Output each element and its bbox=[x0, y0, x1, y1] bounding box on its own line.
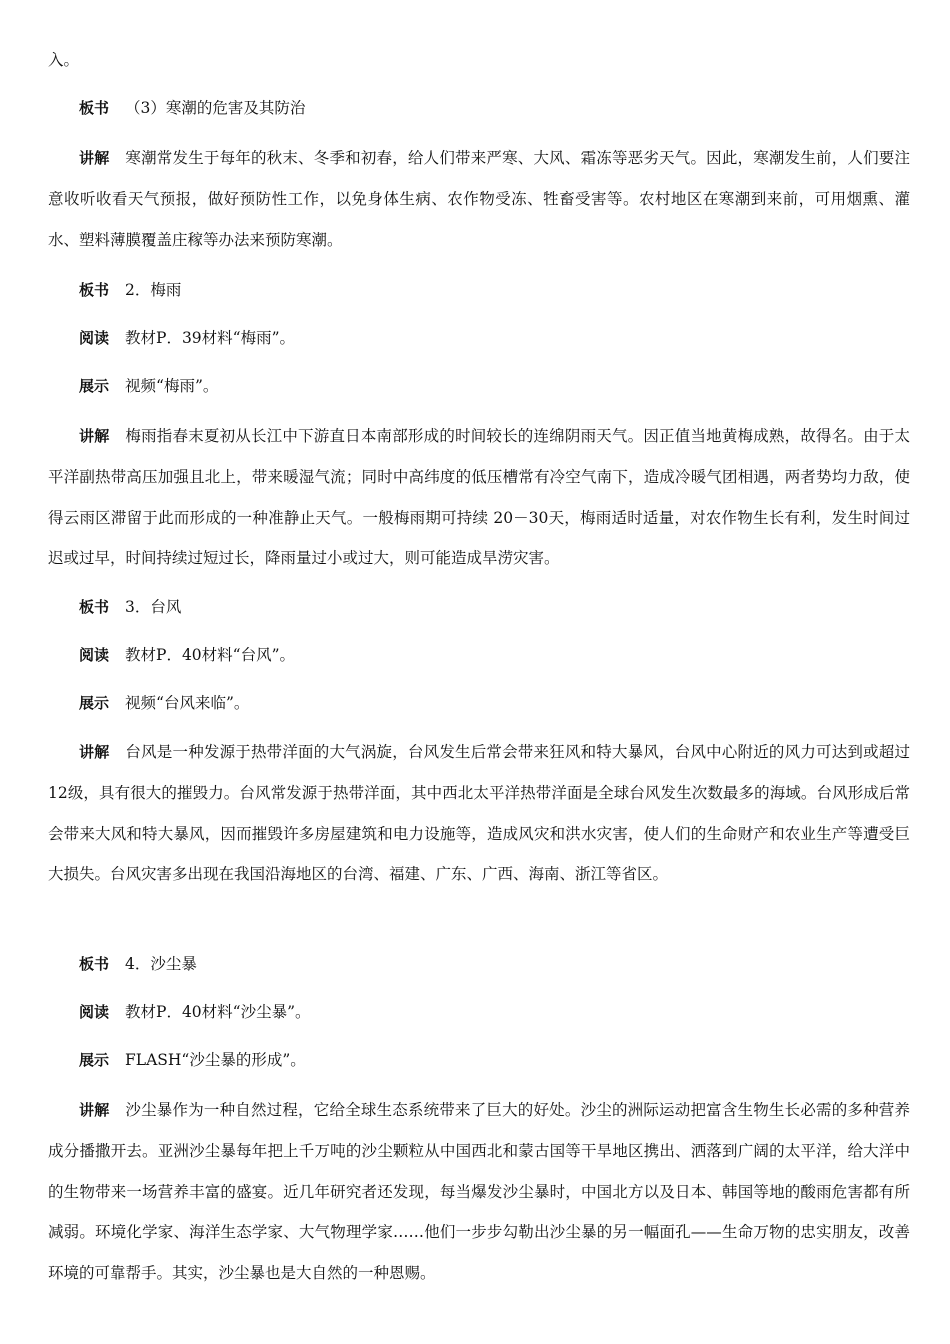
paragraph-label: 展示 bbox=[79, 377, 110, 395]
paragraph-text: FLASH“沙尘暴的形成”。 bbox=[125, 1051, 306, 1069]
paragraph-text: 教材P．39材料“梅雨”。 bbox=[125, 329, 296, 347]
paragraph-explain bbox=[48, 732, 910, 895]
paragraph-explain bbox=[48, 1090, 910, 1294]
paragraph-continuation bbox=[48, 40, 910, 81]
paragraph-label: 展示 bbox=[79, 694, 110, 712]
paragraph-explain bbox=[48, 138, 910, 260]
paragraph-text: 教材P．40材料“沙尘暴”。 bbox=[125, 1003, 311, 1021]
paragraph-label: 讲解 bbox=[79, 1101, 110, 1119]
paragraph-label: 讲解 bbox=[79, 427, 110, 445]
paragraph-label: 讲解 bbox=[79, 149, 110, 167]
paragraph-label: 板书 bbox=[79, 99, 110, 117]
paragraph-text: 寒潮常发生于每年的秋末、冬季和初春，给人们带来严寒、大风、霜冻等恶劣天气。因此，寒潮发生前，人们要注意收听收看天气预报，做好预防性工作，以免身体生病、农作物受冻、牲畜受害等。农村地区在寒潮到来前，可用烟熏、灌水、塑料薄膜覆盖庄稼等办法来预防寒潮。 bbox=[48, 149, 910, 249]
paragraph-reading bbox=[48, 635, 910, 676]
paragraph-label: 阅读 bbox=[79, 1003, 110, 1021]
paragraph-board bbox=[48, 587, 910, 628]
paragraph-board bbox=[48, 944, 910, 985]
paragraph-board bbox=[48, 270, 910, 311]
paragraph-text: 4．沙尘暴 bbox=[125, 955, 197, 973]
paragraph-text: 梅雨指春末夏初从长江中下游直日本南部形成的时间较长的连绵阴雨天气。因正值当地黄梅成熟，故得名。由于太平洋副热带高压加强且北上，带来暖湿气流；同时中高纬度的低压槽常有冷空气南下，造成冷暖气团相遇，两者势均力敌，使得云雨区滞留于此而形成的一种准静止天气。一般梅雨期可持续 20－30天，梅雨适时适量，对农作物生长有利，发生时间过迟或过早，时间持续过短过长，降雨量过小或过大，则可能造成旱涝灾害。 bbox=[48, 427, 910, 568]
paragraph-text: 视频“台风来临”。 bbox=[125, 694, 250, 712]
paragraph-text: 教材P．40材料“台风”。 bbox=[125, 646, 296, 664]
paragraph-label: 阅读 bbox=[79, 329, 110, 347]
paragraph-label: 板书 bbox=[79, 598, 110, 616]
paragraph-board bbox=[48, 88, 910, 129]
paragraph-text: 台风是一种发源于热带洋面的大气涡旋，台风发生后常会带来狂风和特大暴风，台风中心附近的风力可达到或超过12级，具有很大的摧毁力。台风常发源于热带洋面，其中西北太平洋热带洋面是全球台风发生次数最多的海域。台风形成后常会带来大风和特大暴风，因而摧毁许多房屋建筑和电力设施等，造成风灾和洪水灾害，使人们的生命财产和农业生产等遭受巨大损失。台风灾害多出现在我国沿海地区的台湾、福建、广东、广西、海南、浙江等省区。 bbox=[48, 743, 910, 884]
paragraph-text: （3）寒潮的危害及其防治 bbox=[125, 99, 306, 117]
paragraph-display bbox=[48, 1040, 910, 1081]
paragraph-reading bbox=[48, 992, 910, 1033]
paragraph-text: 沙尘暴作为一种自然过程，它给全球生态系统带来了巨大的好处。沙尘的洲际运动把富含生物生长必需的多种营养成分播撒开去。亚洲沙尘暴每年把上千万吨的沙尘颗粒从中国西北和蒙古国等干旱地区携出、洒落到广阔的太平洋，给大洋中的生物带来一场营养丰富的盛宴。近几年研究者还发现，每当爆发沙尘暴时，中国北方以及日本、韩国等地的酸雨危害都有所减弱。环境化学家、海洋生态学家、大气物理学家……他们一步步勾勒出沙尘暴的另一幅面孔——生命万物的忠实朋友，改善环境的可靠帮手。其实，沙尘暴也是大自然的一种恩赐。 bbox=[48, 1101, 910, 1283]
paragraph-reading bbox=[48, 318, 910, 359]
paragraph-display bbox=[48, 683, 910, 724]
paragraph-display bbox=[48, 366, 910, 407]
paragraph-label: 阅读 bbox=[79, 646, 110, 664]
paragraph-text: 2．梅雨 bbox=[125, 281, 182, 299]
paragraph-text: 3．台风 bbox=[125, 598, 182, 616]
paragraph-label: 讲解 bbox=[79, 743, 110, 761]
paragraph-text: 入。 bbox=[48, 51, 80, 69]
paragraph-explain bbox=[48, 416, 910, 579]
paragraph-label: 板书 bbox=[79, 955, 110, 973]
paragraph-label: 板书 bbox=[79, 281, 110, 299]
paragraph-label: 展示 bbox=[79, 1051, 110, 1069]
paragraph-text: 视频“梅雨”。 bbox=[125, 377, 219, 395]
